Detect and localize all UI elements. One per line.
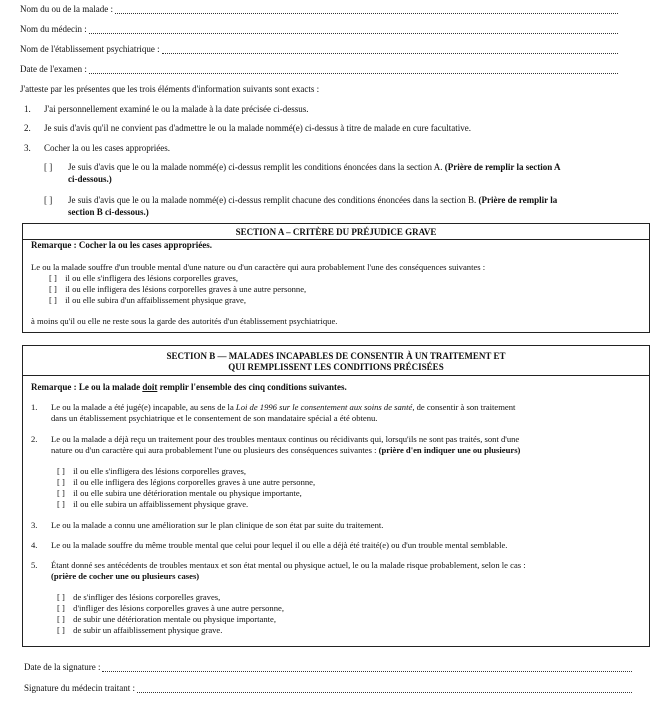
option-label: de s'infliger des lésions corporelles graves, (73, 592, 221, 602)
remark-start: Remarque : Le ou la malade (31, 382, 141, 392)
doctor-name-label: Nom du médecin : (20, 24, 87, 34)
condition-1-line2: dans un établissement psychiatrique et le consentement de son mandataire spécial a été obtenu. (51, 413, 378, 423)
condition-2-line2 (51, 445, 520, 455)
exam-date-line[interactable] (89, 65, 618, 74)
signature-date-label: Date de la signature : (24, 662, 101, 672)
section-a-option-1[interactable] (49, 273, 238, 283)
doctor-name-field[interactable] (20, 24, 618, 34)
section-b-divider (23, 375, 649, 376)
option-label: il ou elle infligera des lésions corporelles graves à une autre personne, (65, 284, 307, 294)
condition-1-line1 (51, 402, 515, 412)
section-a-remark: Remarque : Cocher la ou les cases appropriées. (31, 240, 212, 250)
condition-4-text: Le ou la malade souffre du même trouble mental que celui pour lequel il ou elle a déjà été traité(e) ou d'un trouble mental semblable. (51, 540, 508, 550)
condition-2-line1: Le ou la malade a déjà reçu un traitement pour des troubles mentaux continus ou récidivants qui, lorsqu'ils ne sont pas traités, sont d'une (51, 434, 520, 444)
c5-option-3[interactable] (57, 614, 276, 624)
checkbox[interactable]: [ ] (57, 477, 65, 487)
option-label: il ou elle infligera des légions corporelles graves à une autre personne, (73, 477, 316, 487)
checkbox[interactable]: [ ] (57, 625, 65, 635)
doctor-name-line[interactable] (89, 25, 618, 34)
attestation-text: J'atteste par les présentes que les trois éléments d'information suivants sont exacts : (20, 84, 320, 94)
option-label: de subir un affaiblissement physique grave. (73, 625, 223, 635)
option-b-line2: section B ci-dessous.) (68, 207, 149, 217)
c1-text-b: , de consentir à son traitement (412, 402, 516, 412)
condition-4-number: 4. (31, 540, 38, 550)
condition-5-line1: Étant donné ses antécédents de troubles mentaux et son état mental ou physique actuel, le ou la malade risque probablement, selon le cas : (51, 560, 526, 570)
remark-end: remplir l'ensemble des cinq conditions suivantes. (159, 382, 347, 392)
patient-name-label: Nom du ou de la malade : (20, 4, 113, 14)
c5-option-4[interactable] (57, 625, 222, 635)
c2-option-1[interactable] (57, 466, 246, 476)
facility-name-line[interactable] (162, 45, 618, 54)
option-b-text: Je suis d'avis que le ou la malade nommé(e) ci-dessus remplit chacune des conditions énoncées dans la section B. (68, 195, 477, 205)
checkbox[interactable]: [ ] (57, 614, 65, 624)
checkbox[interactable]: [ ] (49, 284, 57, 294)
c2-option-4[interactable] (57, 499, 248, 509)
section-a-option-3[interactable] (49, 295, 246, 305)
condition-2-number: 2. (31, 434, 38, 444)
remark-must: doit (142, 382, 158, 392)
doctor-signature-field[interactable] (24, 683, 632, 693)
section-b-title-1: SECTION B — MALADES INCAPABLES DE CONSENTIR À UN TRAITEMENT ET (166, 351, 506, 361)
doctor-signature-label: Signature du médecin traitant : (24, 683, 135, 693)
checkbox[interactable]: [ ] (57, 466, 65, 476)
facility-name-field[interactable] (20, 44, 618, 54)
checkbox[interactable]: [ ] (57, 592, 65, 602)
option-b-line1 (68, 195, 557, 205)
exam-date-field[interactable] (20, 64, 618, 74)
checkbox[interactable]: [ ] (57, 603, 65, 613)
c2-text: nature ou d'un caractère qui aura probablement l'une ou plusieurs des conséquences suivantes : (51, 445, 377, 455)
option-label: de subir une détérioration mentale ou physique importante, (73, 614, 277, 624)
checkbox[interactable]: [ ] (57, 488, 65, 498)
c1-text-a: Le ou la malade a été jugé(e) incapable, au sens de la (51, 402, 234, 412)
c5-option-2[interactable] (57, 603, 284, 613)
c2-option-2[interactable] (57, 477, 315, 487)
option-a-line2: ci-dessous.) (68, 174, 112, 184)
patient-name-line[interactable] (115, 5, 618, 14)
patient-name-field[interactable] (20, 4, 618, 14)
item-3-number: 3. (24, 143, 31, 153)
item-1-text: J'ai personnellement examiné le ou la malade à la date précisée ci-dessus. (44, 104, 309, 114)
checkbox[interactable]: [ ] (49, 273, 57, 283)
section-a-intro: Le ou la malade souffre d'un trouble mental d'une nature ou d'un caractère qui aura probablement l'une des conséquences suivantes : (31, 262, 486, 272)
checkbox[interactable]: [ ] (57, 499, 65, 509)
section-b-remark (31, 382, 347, 392)
item-1-number: 1. (24, 104, 31, 114)
option-label: il ou elle subira une détérioration mentale ou physique importante, (73, 488, 302, 498)
section-a-box (22, 223, 650, 333)
option-label: il ou elle subira un affaiblissement physique grave. (73, 499, 249, 509)
condition-3-number: 3. (31, 520, 38, 530)
condition-3-text: Le ou la malade a connu une amélioration sur le plan clinique de son état par suite du traitement. (51, 520, 384, 530)
c2-bold: (prière d'en indiquer une ou plusieurs) (378, 445, 521, 455)
condition-1-number: 1. (31, 402, 38, 412)
option-label: d'infliger des lésions corporelles graves à une autre personne, (73, 603, 284, 613)
condition-5-number: 5. (31, 560, 38, 570)
signature-date-field[interactable] (24, 662, 632, 672)
section-a-option-2[interactable] (49, 284, 306, 294)
option-a-checkbox[interactable]: [ ] (44, 162, 53, 172)
option-label: il ou elle s'infligera des lésions corporelles graves, (65, 273, 239, 283)
condition-5-line2: (prière de cocher une ou plusieurs cases) (51, 571, 200, 581)
option-label: il ou elle subira d'un affaiblissement physique grave, (65, 295, 247, 305)
doctor-signature-line[interactable] (137, 684, 632, 693)
section-b-box (22, 345, 650, 647)
facility-name-label: Nom de l'établissement psychiatrique : (20, 44, 160, 54)
signature-date-line[interactable] (102, 663, 632, 672)
c5-option-1[interactable] (57, 592, 220, 602)
c1-law: Loi de 1996 sur le consentement aux soins de santé (235, 402, 413, 412)
option-a-bold: (Prière de remplir la section A (444, 162, 561, 172)
option-b-checkbox[interactable]: [ ] (44, 195, 53, 205)
item-2-text: Je suis d'avis qu'il ne convient pas d'admettre le ou la malade nommé(e) ci-dessus à titre de malade en cure facultative. (44, 123, 471, 133)
exam-date-label: Date de l'examen : (20, 64, 87, 74)
checkbox[interactable]: [ ] (49, 295, 57, 305)
section-a-title: SECTION A – CRITÈRE DU PRÉJUDICE GRAVE (235, 227, 437, 237)
item-3-text: Cocher la ou les cases appropriées. (44, 143, 170, 153)
section-b-title-2: QUI REMPLISSENT LES CONDITIONS PRÉCISÉES (228, 362, 444, 372)
c2-option-3[interactable] (57, 488, 302, 498)
option-label: il ou elle s'infligera des lésions corporelles graves, (73, 466, 247, 476)
section-a-outro: à moins qu'il ou elle ne reste sous la garde des autorités d'un établissement psychiatrique. (31, 316, 338, 326)
item-2-number: 2. (24, 123, 31, 133)
option-a-line1 (68, 162, 561, 172)
option-a-text: Je suis d'avis que le ou la malade nommé(e) ci-dessus remplit les conditions énoncées dans la section A. (68, 162, 443, 172)
option-b-bold: (Prière de remplir la (478, 195, 558, 205)
